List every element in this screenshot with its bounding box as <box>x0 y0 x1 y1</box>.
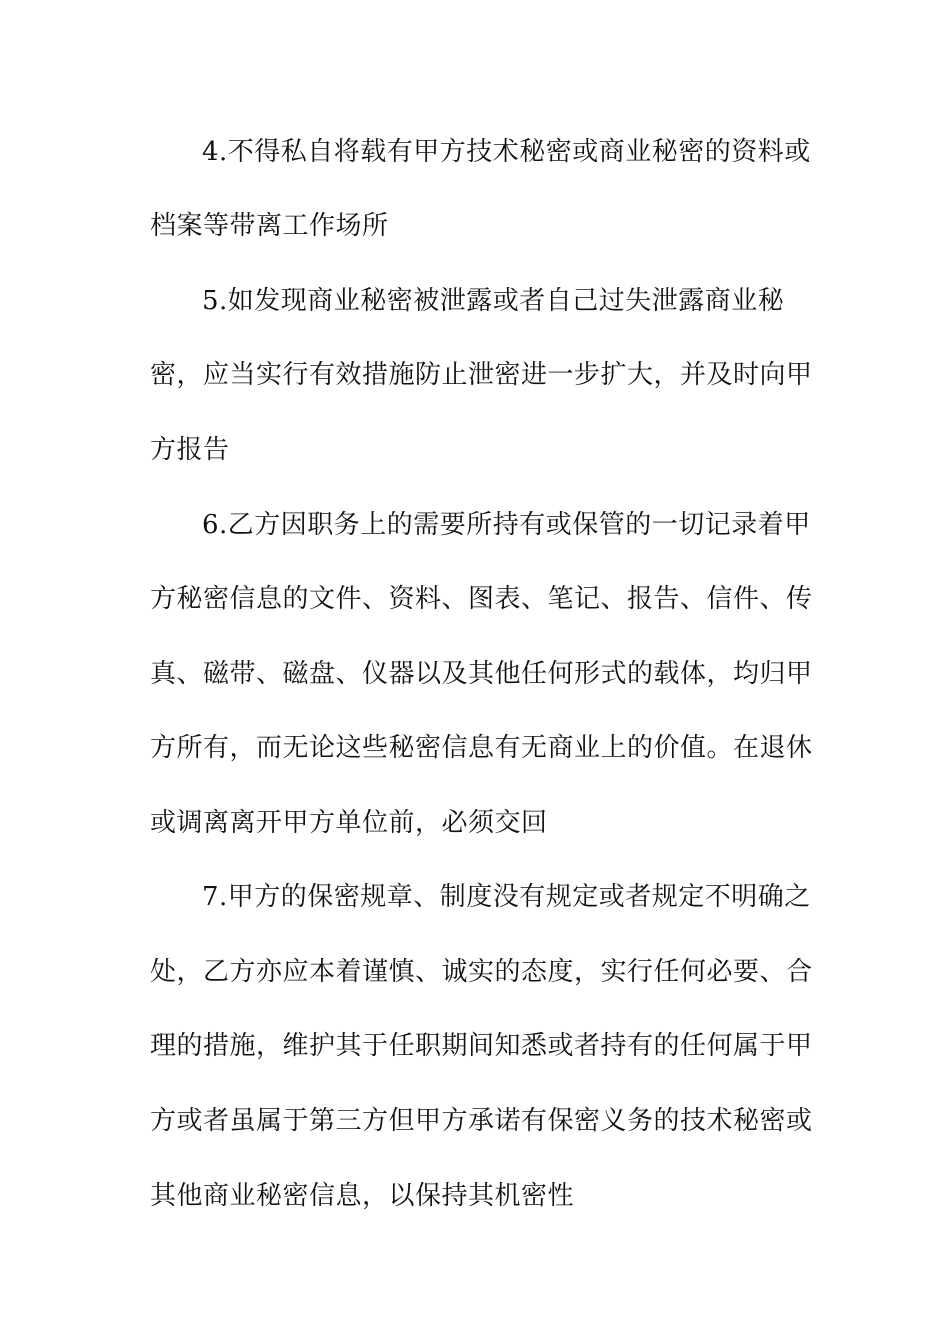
clause-6-line-3: 真、磁带、磁盘、仪器以及其他任何形式的载体，均归甲 <box>150 659 813 689</box>
clause-5-line-2: 密，应当实行有效措施防止泄密进一步扩大，并及时向甲 <box>150 360 813 390</box>
clause-6-line-5: 或调离离开甲方单位前，必须交回 <box>150 808 548 838</box>
clause-5-line-3: 方报告 <box>150 435 230 465</box>
clause-5-line-1: 5.如发现商业秘密被泄露或者自己过失泄露商业秘 <box>202 286 785 316</box>
clause-6-line-4: 方所有，而无论这些秘密信息有无商业上的价值。在退休 <box>150 733 813 763</box>
clause-6-line-1: 6.乙方因职务上的需要所持有或保管的一切记录着甲 <box>202 510 811 540</box>
clause-7-line-1: 7.甲方的保密规章、制度没有规定或者规定不明确之 <box>202 882 811 912</box>
clause-7-line-3: 理的措施，维护其于任职期间知悉或者持有的任何属于甲 <box>150 1031 813 1061</box>
clause-4-line-1: 4.不得私自将载有甲方技术秘密或商业秘密的资料或 <box>202 137 811 167</box>
clause-6-line-2: 方秘密信息的文件、资料、图表、笔记、报告、信件、传 <box>150 584 813 614</box>
clause-4-line-2: 档案等带离工作场所 <box>150 211 389 241</box>
clause-7-line-4: 方或者虽属于第三方但甲方承诺有保密义务的技术秘密或 <box>150 1106 813 1136</box>
clause-7-line-2: 处，乙方亦应本着谨慎、诚实的态度，实行任何必要、合 <box>150 957 813 987</box>
clause-7-line-5: 其他商业秘密信息，以保持其机密性 <box>150 1181 575 1211</box>
